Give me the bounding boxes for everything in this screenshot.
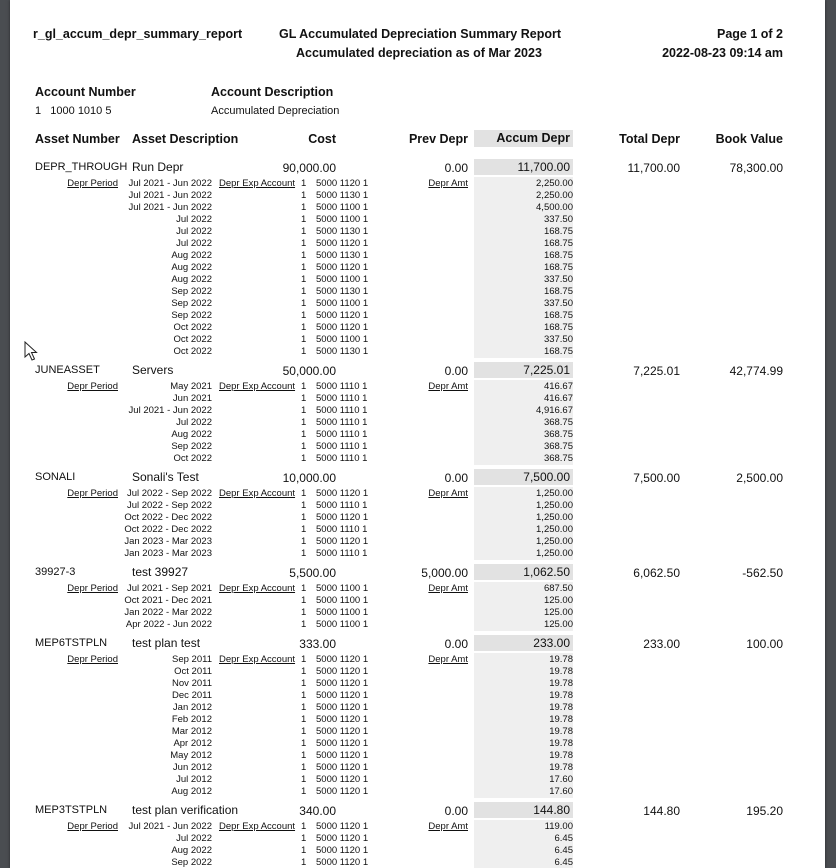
detail-company: 1 — [301, 381, 307, 392]
asset-total-depr: 144.80 — [643, 804, 680, 818]
detail-exp-account: 5000 1100 1 — [316, 334, 369, 345]
depr-period-label: Depr Period — [67, 654, 118, 665]
detail-period: Apr 2012 — [173, 738, 212, 749]
report-timestamp: 2022-08-23 09:14 am — [662, 46, 783, 60]
detail-depr-amt: 19.78 — [549, 750, 573, 761]
detail-exp-account: 5000 1130 1 — [316, 190, 369, 201]
detail-period: Jul 2022 - Sep 2022 — [126, 500, 212, 511]
depr-exp-account-label: Depr Exp Account — [219, 381, 296, 392]
detail-company: 1 — [301, 346, 307, 357]
asset-accum-depr: 11,700.00 — [474, 159, 573, 175]
detail-period: Jul 2022 - Sep 2022 — [126, 488, 212, 499]
detail-exp-account: 5000 1120 1 — [316, 262, 369, 273]
asset-number: SONALI — [35, 471, 76, 483]
detail-depr-amt: 1,250.00 — [536, 536, 573, 547]
report-title: GL Accumulated Depreciation Summary Report — [279, 27, 562, 41]
detail-exp-account: 5000 1100 1 — [316, 274, 369, 285]
asset-total-depr: 233.00 — [643, 637, 680, 651]
detail-exp-account: 5000 1120 1 — [316, 821, 369, 832]
detail-depr-amt: 168.75 — [543, 226, 573, 237]
detail-period: Sep 2011 — [172, 654, 212, 665]
detail-company: 1 — [301, 500, 307, 511]
detail-period: Dec 2011 — [172, 690, 212, 701]
detail-depr-amt: 6.45 — [554, 833, 573, 844]
asset-prev-depr: 0.00 — [444, 161, 468, 175]
detail-period: Sep 2022 — [171, 286, 212, 297]
detail-exp-account: 5000 1110 1 — [316, 441, 368, 452]
depr-period-label: Depr Period — [67, 488, 118, 499]
depr-exp-account-label: Depr Exp Account — [219, 583, 296, 594]
detail-exp-account: 5000 1110 1 — [316, 453, 368, 464]
asset-description: test plan test — [132, 636, 201, 650]
detail-company: 1 — [301, 548, 307, 559]
detail-depr-amt: 125.00 — [543, 595, 573, 606]
detail-company: 1 — [301, 524, 307, 535]
detail-company: 1 — [301, 512, 307, 523]
detail-depr-amt: 19.78 — [549, 666, 573, 677]
report-subtitle: Accumulated depreciation as of Mar 2023 — [296, 46, 542, 60]
detail-company: 1 — [301, 214, 307, 225]
detail-depr-amt: 337.50 — [543, 298, 573, 309]
report-page — [10, 0, 825, 868]
detail-exp-account: 5000 1130 1 — [316, 346, 369, 357]
detail-depr-amt: 1,250.00 — [536, 524, 573, 535]
detail-company: 1 — [301, 226, 307, 237]
detail-exp-account: 5000 1110 1 — [316, 524, 368, 535]
detail-company: 1 — [301, 488, 307, 499]
detail-depr-amt: 1,250.00 — [536, 548, 573, 559]
asset-prev-depr: 0.00 — [444, 471, 468, 485]
detail-period: Oct 2022 — [173, 346, 212, 357]
detail-depr-amt: 19.78 — [549, 678, 573, 689]
detail-company: 1 — [301, 441, 307, 452]
asset-total-depr: 6,062.50 — [633, 566, 680, 580]
detail-exp-account: 5000 1120 1 — [316, 654, 369, 665]
asset-number: 39927-3 — [35, 566, 76, 578]
detail-depr-amt: 19.78 — [549, 654, 573, 665]
detail-period: Oct 2022 — [173, 334, 212, 345]
detail-company: 1 — [301, 190, 307, 201]
detail-depr-amt: 168.75 — [543, 238, 573, 249]
detail-company: 1 — [301, 334, 307, 345]
detail-depr-amt: 337.50 — [543, 214, 573, 225]
asset-accum-depr: 7,225.01 — [474, 362, 573, 378]
depr-exp-account-label: Depr Exp Account — [219, 821, 296, 832]
asset-accum-depr: 233.00 — [474, 635, 573, 651]
detail-period: Jun 2021 — [172, 393, 212, 404]
asset-prev-depr: 0.00 — [444, 804, 468, 818]
detail-exp-account: 5000 1100 1 — [316, 583, 369, 594]
depr-amt-label: Depr Amt — [428, 654, 468, 665]
detail-exp-account: 5000 1120 1 — [316, 833, 369, 844]
detail-depr-amt: 1,250.00 — [536, 512, 573, 523]
detail-company: 1 — [301, 178, 307, 189]
detail-company: 1 — [301, 595, 307, 606]
detail-exp-account: 5000 1120 1 — [316, 738, 369, 749]
detail-exp-account: 5000 1120 1 — [316, 786, 369, 797]
detail-company: 1 — [301, 429, 307, 440]
asset-cost: 90,000.00 — [282, 161, 336, 175]
detail-depr-amt: 19.78 — [549, 714, 573, 725]
detail-exp-account: 5000 1110 1 — [316, 548, 368, 559]
depr-period-label: Depr Period — [67, 381, 118, 392]
detail-depr-amt: 416.67 — [543, 393, 573, 404]
depr-period-label: Depr Period — [67, 821, 118, 832]
detail-exp-account: 5000 1130 1 — [316, 226, 369, 237]
asset-book-value: 42,774.99 — [729, 364, 783, 378]
detail-company: 1 — [301, 202, 307, 213]
asset-book-value: 100.00 — [746, 637, 783, 651]
detail-exp-account: 5000 1120 1 — [316, 750, 369, 761]
detail-company: 1 — [301, 583, 307, 594]
detail-exp-account: 5000 1120 1 — [316, 666, 369, 677]
detail-exp-account: 5000 1110 1 — [316, 500, 368, 511]
detail-exp-account: 5000 1120 1 — [316, 857, 369, 868]
asset-accum-depr: 1,062.50 — [474, 564, 573, 580]
detail-depr-amt: 416.67 — [543, 381, 573, 392]
detail-depr-amt: 368.75 — [543, 429, 573, 440]
detail-depr-amt: 168.75 — [543, 262, 573, 273]
asset-accum-depr: 7,500.00 — [474, 469, 573, 485]
detail-period: Jan 2023 - Mar 2023 — [124, 548, 212, 559]
detail-company: 1 — [301, 654, 307, 665]
detail-exp-account: 5000 1110 1 — [316, 393, 368, 404]
asset-description: Sonali's Test — [132, 470, 199, 484]
detail-depr-amt: 168.75 — [543, 310, 573, 321]
detail-period: Jul 2022 — [176, 226, 212, 237]
detail-depr-amt: 168.75 — [543, 322, 573, 333]
detail-period: Jul 2021 - Jun 2022 — [128, 405, 212, 416]
col-book-value: Book Value — [715, 132, 783, 146]
detail-exp-account: 5000 1100 1 — [316, 214, 369, 225]
detail-period: May 2021 — [170, 381, 212, 392]
detail-period: Jan 2022 - Mar 2022 — [124, 607, 212, 618]
asset-cost: 5,500.00 — [289, 566, 336, 580]
detail-period: Jun 2012 — [172, 762, 212, 773]
account-number: 1 1000 1010 5 — [35, 105, 112, 117]
detail-exp-account: 5000 1100 1 — [316, 595, 369, 606]
depr-exp-account-label: Depr Exp Account — [219, 488, 296, 499]
detail-period: Oct 2021 - Dec 2021 — [124, 595, 212, 606]
detail-period: Aug 2022 — [171, 429, 212, 440]
detail-period: Aug 2022 — [171, 262, 212, 273]
detail-company: 1 — [301, 322, 307, 333]
detail-company: 1 — [301, 417, 307, 428]
detail-depr-amt: 368.75 — [543, 441, 573, 452]
detail-depr-amt: 19.78 — [549, 738, 573, 749]
depr-amt-label: Depr Amt — [428, 583, 468, 594]
detail-exp-account: 5000 1130 1 — [316, 250, 369, 261]
detail-period: Oct 2022 - Dec 2022 — [124, 512, 212, 523]
detail-period: Jan 2023 - Mar 2023 — [124, 536, 212, 547]
detail-exp-account: 5000 1120 1 — [316, 714, 369, 725]
detail-period: Jul 2021 - Jun 2022 — [128, 821, 212, 832]
detail-exp-account: 5000 1120 1 — [316, 238, 369, 249]
asset-number: DEPR_THROUGH — [35, 161, 128, 173]
detail-company: 1 — [301, 238, 307, 249]
asset-total-depr: 11,700.00 — [627, 161, 680, 175]
detail-company: 1 — [301, 750, 307, 761]
detail-period: May 2012 — [170, 750, 212, 761]
detail-company: 1 — [301, 453, 307, 464]
detail-period: Feb 2012 — [171, 714, 212, 725]
account-number-label: Account Number — [35, 85, 136, 99]
col-prev-depr: Prev Depr — [408, 132, 468, 146]
asset-cost: 50,000.00 — [282, 364, 336, 378]
detail-depr-amt: 19.78 — [549, 702, 573, 713]
detail-exp-account: 5000 1100 1 — [316, 619, 369, 630]
account-description-label: Account Description — [211, 85, 334, 99]
detail-period: Jul 2021 - Jun 2022 — [128, 190, 212, 201]
detail-company: 1 — [301, 607, 307, 618]
detail-period: Sep 2022 — [171, 441, 212, 452]
detail-period: Jul 2022 — [176, 214, 212, 225]
detail-depr-amt: 6.45 — [554, 845, 573, 856]
detail-depr-amt: 168.75 — [543, 346, 573, 357]
detail-period: Jul 2021 - Jun 2022 — [128, 178, 212, 189]
detail-company: 1 — [301, 310, 307, 321]
depr-exp-account-label: Depr Exp Account — [219, 178, 296, 189]
detail-period: Oct 2011 — [174, 666, 212, 677]
detail-exp-account: 5000 1110 1 — [316, 417, 368, 428]
detail-exp-account: 5000 1110 1 — [316, 429, 368, 440]
asset-cost: 333.00 — [299, 637, 336, 651]
detail-company: 1 — [301, 678, 307, 689]
detail-period: Aug 2012 — [171, 786, 212, 797]
page-number: Page 1 of 2 — [717, 27, 783, 41]
detail-company: 1 — [301, 726, 307, 737]
detail-period: Aug 2022 — [171, 274, 212, 285]
report-name: r_gl_accum_depr_summary_report — [33, 27, 243, 41]
detail-period: Jul 2021 - Jun 2022 — [128, 202, 212, 213]
detail-exp-account: 5000 1120 1 — [316, 322, 369, 333]
detail-period: Nov 2011 — [172, 678, 212, 689]
detail-company: 1 — [301, 619, 307, 630]
detail-company: 1 — [301, 714, 307, 725]
detail-exp-account: 5000 1120 1 — [316, 726, 369, 737]
detail-depr-amt: 337.50 — [543, 334, 573, 345]
detail-depr-amt: 19.78 — [549, 762, 573, 773]
depr-amt-label: Depr Amt — [428, 821, 468, 832]
asset-prev-depr: 5,000.00 — [421, 566, 468, 580]
detail-exp-account: 5000 1130 1 — [316, 286, 369, 297]
asset-book-value: -562.50 — [742, 566, 783, 580]
col-total-depr: Total Depr — [619, 132, 680, 146]
depr-period-label: Depr Period — [67, 583, 118, 594]
asset-number: MEP6TSTPLN — [35, 637, 108, 649]
depr-exp-account-label: Depr Exp Account — [219, 654, 296, 665]
detail-depr-amt: 1,250.00 — [536, 500, 573, 511]
detail-depr-amt: 2,250.00 — [536, 190, 573, 201]
detail-period: Jul 2012 — [176, 774, 212, 785]
detail-company: 1 — [301, 774, 307, 785]
asset-number: JUNEASSET — [35, 364, 100, 376]
detail-company: 1 — [301, 536, 307, 547]
detail-period: Jul 2021 - Sep 2021 — [126, 583, 212, 594]
detail-period: Oct 2022 — [173, 322, 212, 333]
detail-depr-amt: 2,250.00 — [536, 178, 573, 189]
detail-company: 1 — [301, 845, 307, 856]
depr-amt-label: Depr Amt — [428, 488, 468, 499]
col-asset-description: Asset Description — [132, 132, 239, 146]
detail-exp-account: 5000 1120 1 — [316, 678, 369, 689]
detail-depr-amt: 168.75 — [543, 250, 573, 261]
detail-depr-amt: 4,916.67 — [536, 405, 573, 416]
detail-exp-account: 5000 1120 1 — [316, 178, 369, 189]
detail-depr-amt: 125.00 — [543, 607, 573, 618]
detail-exp-account: 5000 1120 1 — [316, 310, 369, 321]
detail-exp-account: 5000 1100 1 — [316, 607, 369, 618]
depr-period-label: Depr Period — [67, 178, 118, 189]
detail-exp-account: 5000 1120 1 — [316, 702, 369, 713]
detail-period: Mar 2012 — [171, 726, 212, 737]
detail-company: 1 — [301, 286, 307, 297]
detail-exp-account: 5000 1120 1 — [316, 845, 369, 856]
detail-company: 1 — [301, 786, 307, 797]
detail-depr-amt: 337.50 — [543, 274, 573, 285]
detail-company: 1 — [301, 821, 307, 832]
mouse-cursor-icon — [24, 341, 38, 361]
detail-exp-account: 5000 1120 1 — [316, 488, 369, 499]
col-accum-depr: Accum Depr — [474, 130, 573, 147]
detail-exp-account: 5000 1120 1 — [316, 536, 369, 547]
detail-depr-amt: 368.75 — [543, 453, 573, 464]
detail-period: Jul 2022 — [176, 417, 212, 428]
asset-cost: 10,000.00 — [282, 471, 336, 485]
asset-prev-depr: 0.00 — [444, 637, 468, 651]
detail-company: 1 — [301, 738, 307, 749]
detail-depr-amt: 168.75 — [543, 286, 573, 297]
detail-period: Aug 2022 — [171, 250, 212, 261]
asset-description: Servers — [132, 363, 174, 377]
detail-depr-amt: 4,500.00 — [536, 202, 573, 213]
detail-company: 1 — [301, 666, 307, 677]
depr-amt-label: Depr Amt — [428, 178, 468, 189]
asset-description: test 39927 — [132, 565, 189, 579]
detail-company: 1 — [301, 393, 307, 404]
asset-book-value: 78,300.00 — [729, 161, 783, 175]
asset-prev-depr: 0.00 — [444, 364, 468, 378]
asset-accum-depr: 144.80 — [474, 802, 573, 818]
asset-book-value: 195.20 — [746, 804, 783, 818]
detail-period: Jul 2022 — [176, 833, 212, 844]
detail-depr-amt: 368.75 — [543, 417, 573, 428]
detail-period: Sep 2022 — [171, 310, 212, 321]
detail-depr-amt: 125.00 — [543, 619, 573, 630]
detail-exp-account: 5000 1110 1 — [316, 381, 368, 392]
detail-period: Sep 2022 — [171, 857, 212, 868]
detail-exp-account: 5000 1120 1 — [316, 762, 369, 773]
asset-cost: 340.00 — [299, 804, 336, 818]
detail-company: 1 — [301, 762, 307, 773]
col-cost: Cost — [308, 132, 336, 146]
detail-depr-amt: 6.45 — [554, 857, 573, 868]
detail-period: Aug 2022 — [171, 845, 212, 856]
detail-exp-account: 5000 1110 1 — [316, 405, 368, 416]
detail-depr-amt: 119.00 — [544, 821, 573, 832]
detail-depr-amt: 1,250.00 — [536, 488, 573, 499]
asset-description: Run Depr — [132, 160, 184, 174]
detail-company: 1 — [301, 405, 307, 416]
detail-depr-amt: 19.78 — [549, 690, 573, 701]
detail-depr-amt: 19.78 — [549, 726, 573, 737]
detail-company: 1 — [301, 833, 307, 844]
asset-total-depr: 7,225.01 — [633, 364, 680, 378]
account-description: Accumulated Depreciation — [211, 105, 340, 117]
detail-depr-amt: 17.60 — [549, 774, 573, 785]
detail-period: Sep 2022 — [171, 298, 212, 309]
detail-company: 1 — [301, 262, 307, 273]
asset-description: test plan verification — [132, 803, 239, 817]
detail-depr-amt: 17.60 — [549, 786, 573, 797]
detail-company: 1 — [301, 250, 307, 261]
asset-book-value: 2,500.00 — [736, 471, 783, 485]
detail-exp-account: 5000 1120 1 — [316, 774, 369, 785]
detail-company: 1 — [301, 857, 307, 868]
col-asset-number: Asset Number — [35, 132, 120, 146]
detail-exp-account: 5000 1120 1 — [316, 690, 369, 701]
detail-period: Jan 2012 — [172, 702, 212, 713]
detail-exp-account: 5000 1120 1 — [316, 512, 369, 523]
detail-period: Apr 2022 - Jun 2022 — [125, 619, 212, 630]
depr-amt-label: Depr Amt — [428, 381, 468, 392]
detail-exp-account: 5000 1100 1 — [316, 298, 369, 309]
detail-company: 1 — [301, 702, 307, 713]
detail-depr-amt: 687.50 — [543, 583, 573, 594]
detail-company: 1 — [301, 274, 307, 285]
asset-total-depr: 7,500.00 — [633, 471, 680, 485]
detail-company: 1 — [301, 690, 307, 701]
asset-number: MEP3TSTPLN — [35, 804, 108, 816]
detail-exp-account: 5000 1100 1 — [316, 202, 369, 213]
detail-period: Oct 2022 — [173, 453, 212, 464]
detail-period: Jul 2022 — [176, 238, 212, 249]
detail-company: 1 — [301, 298, 307, 309]
detail-period: Oct 2022 - Dec 2022 — [124, 524, 212, 535]
